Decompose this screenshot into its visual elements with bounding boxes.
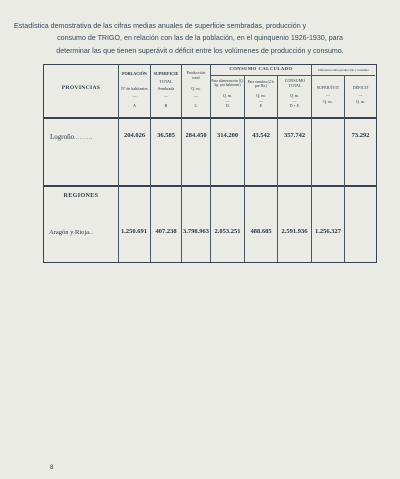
cell-superavit: 1.256.327 bbox=[315, 228, 341, 235]
header-dash: — bbox=[358, 92, 363, 97]
cell-superficie: 36.585 bbox=[157, 132, 175, 139]
header-produccion: Producción bbox=[186, 70, 206, 75]
header-letter-e: E bbox=[259, 103, 263, 108]
header-dash: — bbox=[132, 93, 137, 98]
header-produccion-unit: Q. m. bbox=[191, 86, 201, 91]
header-superficie-total: TOTAL bbox=[159, 79, 173, 84]
header-letter-a: A bbox=[133, 103, 136, 108]
row-label-text: Aragón y Rioja bbox=[49, 229, 90, 236]
header-dash: — bbox=[193, 93, 199, 98]
header-consumo: CONSUMO CALCULADO bbox=[229, 66, 293, 71]
cell-poblacion: 204.026 bbox=[123, 132, 146, 139]
header-deficit: DÉFICIT bbox=[352, 85, 369, 90]
cell-produccion: 284.450 bbox=[185, 132, 207, 139]
table-caption bbox=[14, 20, 386, 57]
header-letter-d: D bbox=[226, 103, 229, 108]
header-superficie-sub: Sembrada bbox=[157, 86, 175, 91]
header-letter-b: B bbox=[164, 103, 168, 108]
header-consumo-alimentacion: Para alimentación (Q. kg. por habitante) bbox=[211, 79, 244, 88]
header-deficit-unit: Q. m. bbox=[355, 99, 366, 104]
header-consumo-siembra-unit: Q. m. bbox=[256, 93, 266, 98]
header-poblacion-sub: Nº de habitantes bbox=[121, 86, 148, 91]
cell-siembra: 488.685 bbox=[250, 228, 272, 235]
row-label-text: Logroño bbox=[50, 133, 75, 141]
caption-line-1: Estadística demostrativa de las cifras medias anuales de superficie sembradas, producción y bbox=[14, 22, 307, 30]
consumo-subheader-rule bbox=[210, 75, 375, 76]
row-leader-dots: .......... bbox=[74, 136, 93, 141]
cell-poblacion: 1.250.691 bbox=[121, 228, 147, 235]
header-diferencia: Diferencia entre producción y consumo bbox=[318, 68, 369, 72]
header-dash: — bbox=[225, 98, 230, 103]
header-poblacion: POBLACIÓN bbox=[122, 71, 147, 76]
header-letter-de: D + E bbox=[289, 103, 300, 108]
row-label-aragon-rioja bbox=[49, 229, 93, 236]
cell-alimentacion: 2.053.251 bbox=[214, 228, 241, 235]
header-consumo-alimentacion-unit: Q. m. bbox=[222, 93, 233, 98]
page-number: 8 bbox=[50, 465, 54, 471]
statistics-table bbox=[43, 64, 377, 263]
cell-produccion: 3.798.963 bbox=[183, 228, 209, 235]
cell-consumo-total: 357.742 bbox=[283, 132, 306, 139]
header-consumo-total: CONSUMO TOTAL bbox=[284, 78, 306, 88]
cell-alimentacion: 314.200 bbox=[216, 132, 239, 139]
header-dash: — bbox=[292, 98, 297, 103]
header-produccion-total: total bbox=[192, 75, 200, 80]
row-label-logrono bbox=[50, 133, 93, 141]
cell-siembra: 43.542 bbox=[252, 132, 270, 139]
cell-consumo-total: 2.591.936 bbox=[281, 228, 308, 235]
row-leader-dots: ... bbox=[89, 231, 93, 236]
header-dash: — bbox=[163, 93, 169, 98]
header-consumo-siembra: Para siembra (2 h. por Ha.) bbox=[247, 80, 275, 89]
header-consumo-total-unit: Q. m. bbox=[289, 93, 300, 98]
caption-line-2: consumo de TRIGO, en relación con las de la población, en el quinquenio 1926-1930, para bbox=[57, 34, 343, 43]
cell-deficit: 73.292 bbox=[351, 132, 370, 139]
section-heading-regiones: REGIONES bbox=[63, 193, 99, 199]
header-letter-c: C bbox=[194, 103, 198, 108]
caption-line-3: determinar las que tienen superávit o déficit entre los volúmenes de producción y consumo. bbox=[56, 46, 344, 55]
header-superavit: SUPERÁVIT bbox=[316, 85, 340, 90]
cell-superficie: 407.238 bbox=[155, 228, 177, 235]
header-provincias: PROVINCIAS bbox=[61, 85, 101, 91]
header-dash: — bbox=[258, 98, 264, 103]
header-superficie: SUPERFICIE bbox=[153, 71, 179, 76]
header-dash: — bbox=[325, 92, 331, 97]
header-superavit-unit: Q. m. bbox=[323, 99, 333, 104]
